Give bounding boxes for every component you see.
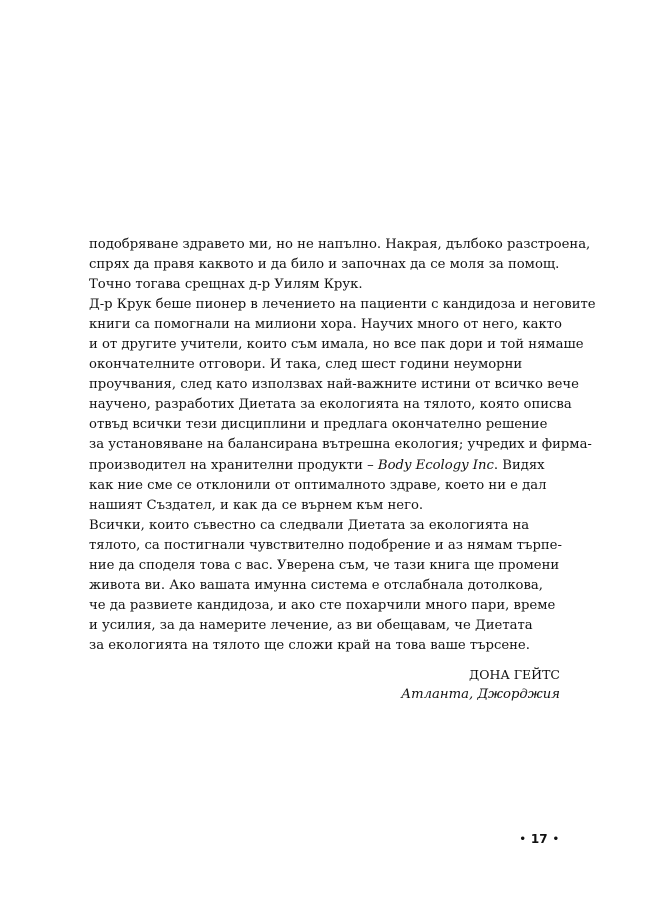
text-line: че да развиете кандидоза, и ако сте похарчили много пари, време bbox=[89, 597, 556, 613]
text-line: тялото, са постигнали чувствително подобрение и аз нямам търпе- bbox=[89, 537, 562, 553]
signature bbox=[401, 665, 560, 705]
text-line: подобряване здравето ми, но не напълно. Накрая, дълбоко разстроена, bbox=[89, 237, 591, 252]
text-line: проучвания, след като използвах най-важните истини от всичко вече bbox=[89, 377, 579, 393]
text-line: и усилия, за да намерите лечение, аз ви обещавам, че Диетата bbox=[89, 617, 533, 633]
text-line: книги са помогнали на милиони хора. Научих много от него, както bbox=[89, 317, 562, 333]
text-line: спрях да правя каквото и да било и започнах да се моля за помощ. bbox=[89, 257, 560, 273]
text-line: и от другите учители, които съм имала, но все пак дори и той нямаше bbox=[89, 337, 584, 353]
text-line: отвъд всички тези дисциплини и предлага окончателно решение bbox=[89, 417, 548, 433]
author-location: Атланта, Джорджия bbox=[401, 687, 560, 702]
bullet-icon: • bbox=[519, 834, 526, 845]
text-line: за установяване на балансирана вътрешна екология; учредих и фирма- bbox=[89, 437, 592, 453]
page-number-value: 17 bbox=[530, 832, 548, 846]
text-line: Точно тогава срещнах д-р Уилям Крук. bbox=[89, 277, 363, 293]
text-line-start: производител на хранителни продукти – bbox=[89, 457, 378, 473]
bullet-icon: • bbox=[552, 834, 559, 845]
text-line: Д-р Крук беше пионер в лечението на пациенти с кандидоза и неговите bbox=[89, 297, 596, 313]
text-line: живота ви. Ако вашата имунна система е отслабнала дотолкова, bbox=[89, 577, 543, 593]
author-name: ДОНА ГЕЙТС bbox=[469, 667, 560, 682]
text-line: Всички, които съвестно са следвали Диетата за екологията на bbox=[89, 517, 530, 533]
page-number bbox=[514, 832, 564, 846]
text-line: научено, разработих Диетата за екологията на тялото, която описва bbox=[89, 397, 572, 413]
text-line-with-company bbox=[89, 456, 559, 476]
text-line: окончателните отговори. И така, след шест години неуморни bbox=[89, 357, 523, 373]
company-name: Body Ecology Inc bbox=[377, 457, 494, 473]
text-line: нашият Създател, и как да се върнем към него. bbox=[89, 497, 424, 513]
body-text bbox=[89, 235, 596, 656]
text-line: как ние сме се отклонили от оптималното здраве, което ни е дал bbox=[89, 477, 547, 493]
text-line: ние да споделя това с вас. Уверена съм, че тази книга ще промени bbox=[89, 557, 560, 573]
text-line-end: . Видях bbox=[493, 457, 545, 473]
text-line: за екологията на тялото ще сложи край на това ваше търсене. bbox=[89, 637, 530, 653]
